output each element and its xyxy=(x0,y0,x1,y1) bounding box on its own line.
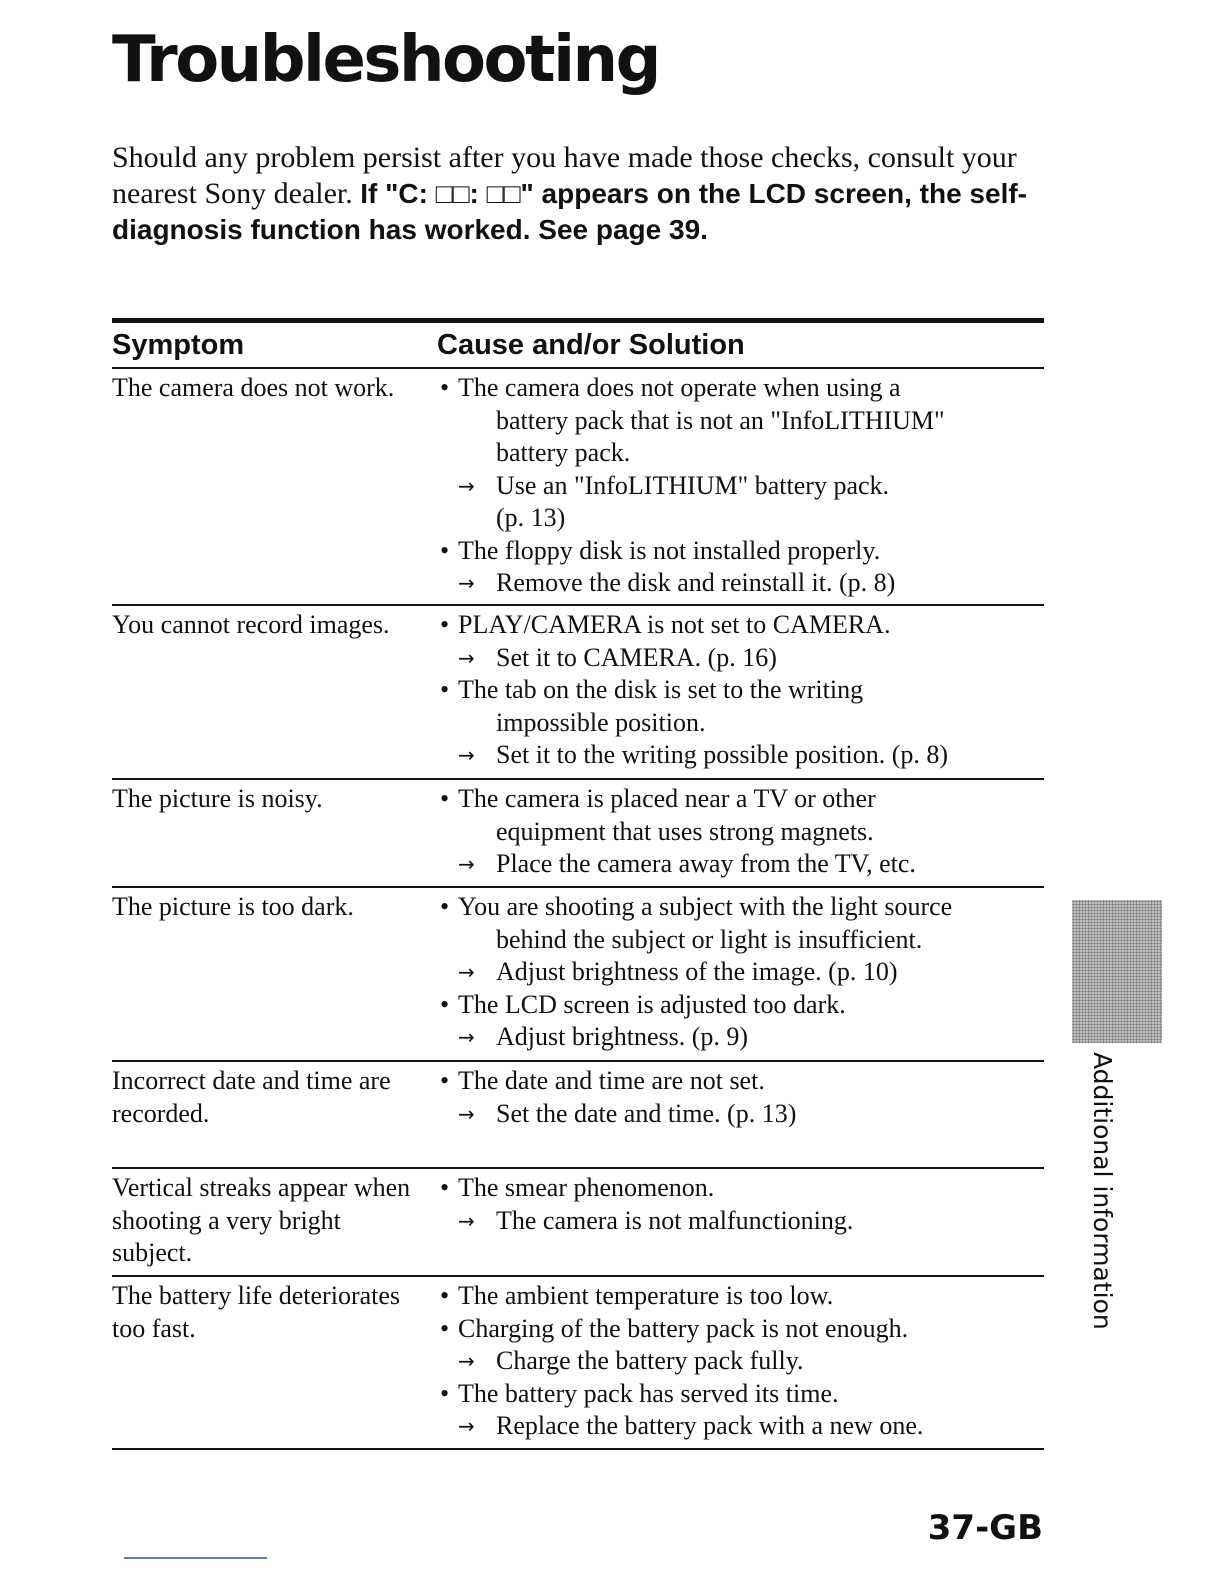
solution-action xyxy=(437,470,1044,503)
solution-action-text: Use an "InfoLITHIUM" battery pack. xyxy=(496,470,890,500)
table-row xyxy=(112,1277,1044,1450)
arrow-right-icon: → xyxy=(458,743,475,767)
solution-action-text: Charge the battery pack fully. xyxy=(496,1346,804,1375)
section-tab-label: Additional information xyxy=(1088,1052,1117,1330)
solution-action xyxy=(437,1410,1044,1443)
solution-continuation: battery pack. xyxy=(496,438,631,467)
symptom-cell: The picture is noisy. xyxy=(112,784,323,813)
solution-action xyxy=(437,1098,1044,1131)
solution-action xyxy=(437,1021,1044,1054)
table-row xyxy=(112,369,1044,606)
symptom-cell: Vertical streaks appear when shooting a very bright subject. xyxy=(112,1173,411,1267)
arrow-right-icon: → xyxy=(458,473,475,498)
solution-action xyxy=(437,956,1044,989)
page-title: Troubleshooting xyxy=(112,23,659,97)
solution-cause: • The smear phenomenon. xyxy=(437,1172,1044,1205)
intro-bold-text: If "C: □□: □□" appears on the LCD screen, the self-diagnosis function has worked. See page 39. xyxy=(112,178,1027,245)
symptom-cell: The picture is too dark. xyxy=(112,892,354,921)
table-body xyxy=(112,369,1044,1450)
solution-continuation: equipment that uses strong magnets. xyxy=(496,816,874,846)
solution-action xyxy=(437,642,1044,675)
solution-action-text: Adjust brightness. (p. 9) xyxy=(496,1022,749,1051)
solution-action-text: Place the camera away from the TV, etc. xyxy=(496,849,916,878)
table-row xyxy=(112,1062,1044,1169)
arrow-right-icon: → xyxy=(458,1414,475,1438)
footer-line xyxy=(124,1557,267,1559)
symptom-cell: Incorrect date and time are recorded. xyxy=(112,1066,391,1128)
solution-action-text: The camera is not malfunctioning. xyxy=(496,1205,854,1235)
solution-cause: • The tab on the disk is set to the writing xyxy=(437,674,1044,707)
table-row xyxy=(112,606,1044,780)
solution-continuation: impossible position. xyxy=(496,707,706,737)
solution-action-text: Remove the disk and reinstall it. (p. 8) xyxy=(496,568,896,597)
solution-action-text: Set the date and time. (p. 13) xyxy=(496,1098,797,1128)
intro-text: Should any problem persist after you have made those checks, consult your nearest Sony dealer. xyxy=(112,141,1017,210)
solution-cause: • The ambient temperature is too low. xyxy=(437,1280,1044,1313)
solution-continuation: battery pack that is not an "InfoLITHIUM" xyxy=(496,405,945,435)
solution-action xyxy=(437,848,1044,881)
solution-cell xyxy=(437,1280,1044,1448)
solution-cell xyxy=(437,1172,1044,1275)
solution-cause: • The battery pack has served its time. xyxy=(437,1378,1044,1411)
solution-action xyxy=(437,1345,1044,1378)
arrow-right-icon: → xyxy=(458,852,475,876)
arrow-right-icon: → xyxy=(458,1101,475,1126)
header-solution: Cause and/or Solution xyxy=(437,328,745,361)
solution-cause: • The camera is placed near a TV or other xyxy=(437,783,1044,816)
page-number: 37-GB xyxy=(927,1508,1043,1548)
arrow-right-icon: → xyxy=(458,571,475,595)
solution-action-text: Adjust brightness of the image. (p. 10) xyxy=(496,957,898,986)
solution-cause: • The camera does not operate when using a xyxy=(437,372,1044,405)
arrow-right-icon: → xyxy=(458,1025,475,1049)
solution-action xyxy=(437,567,1044,600)
solution-cause: • Charging of the battery pack is not enough. xyxy=(437,1313,1044,1346)
arrow-right-icon: → xyxy=(458,1349,475,1373)
solution-action-text: Replace the battery pack with a new one. xyxy=(496,1411,924,1440)
solution-cell xyxy=(437,372,1044,604)
arrow-right-icon: → xyxy=(458,645,475,670)
arrow-right-icon: → xyxy=(458,960,475,984)
header-symptom: Symptom xyxy=(112,328,245,361)
table-row xyxy=(112,780,1044,888)
table-header xyxy=(112,323,1044,369)
solution-cell xyxy=(437,891,1044,1060)
solution-cell xyxy=(437,1065,1044,1167)
symptom-cell: The battery life deteriorates too fast. xyxy=(112,1281,401,1343)
solution-cell xyxy=(437,609,1044,778)
solution-action-text: Set it to the writing possible position. (p. 8) xyxy=(496,740,949,769)
symptom-cell: The camera does not work. xyxy=(112,373,395,402)
solution-action xyxy=(437,1205,1044,1238)
table-row xyxy=(112,888,1044,1062)
solution-action xyxy=(437,739,1044,772)
solution-cell xyxy=(437,783,1044,886)
table-row xyxy=(112,1169,1044,1277)
solution-cause: • You are shooting a subject with the light source xyxy=(437,891,1044,924)
intro-paragraph xyxy=(112,140,1072,248)
solution-action-text: Set it to CAMERA. (p. 16) xyxy=(496,642,777,672)
troubleshooting-table xyxy=(112,318,1044,1450)
symptom-cell: You cannot record images. xyxy=(112,610,390,639)
solution-continuation: (p. 13) xyxy=(496,503,566,532)
arrow-right-icon: → xyxy=(458,1208,475,1233)
solution-cause: • The date and time are not set. xyxy=(437,1065,1044,1098)
solution-cause: • PLAY/CAMERA is not set to CAMERA. xyxy=(437,609,1044,642)
section-tab-marker xyxy=(1072,900,1162,1043)
solution-continuation: behind the subject or light is insufficient. xyxy=(496,924,923,954)
solution-cause: • The LCD screen is adjusted too dark. xyxy=(437,989,1044,1022)
solution-cause: • The floppy disk is not installed properly. xyxy=(437,535,1044,568)
